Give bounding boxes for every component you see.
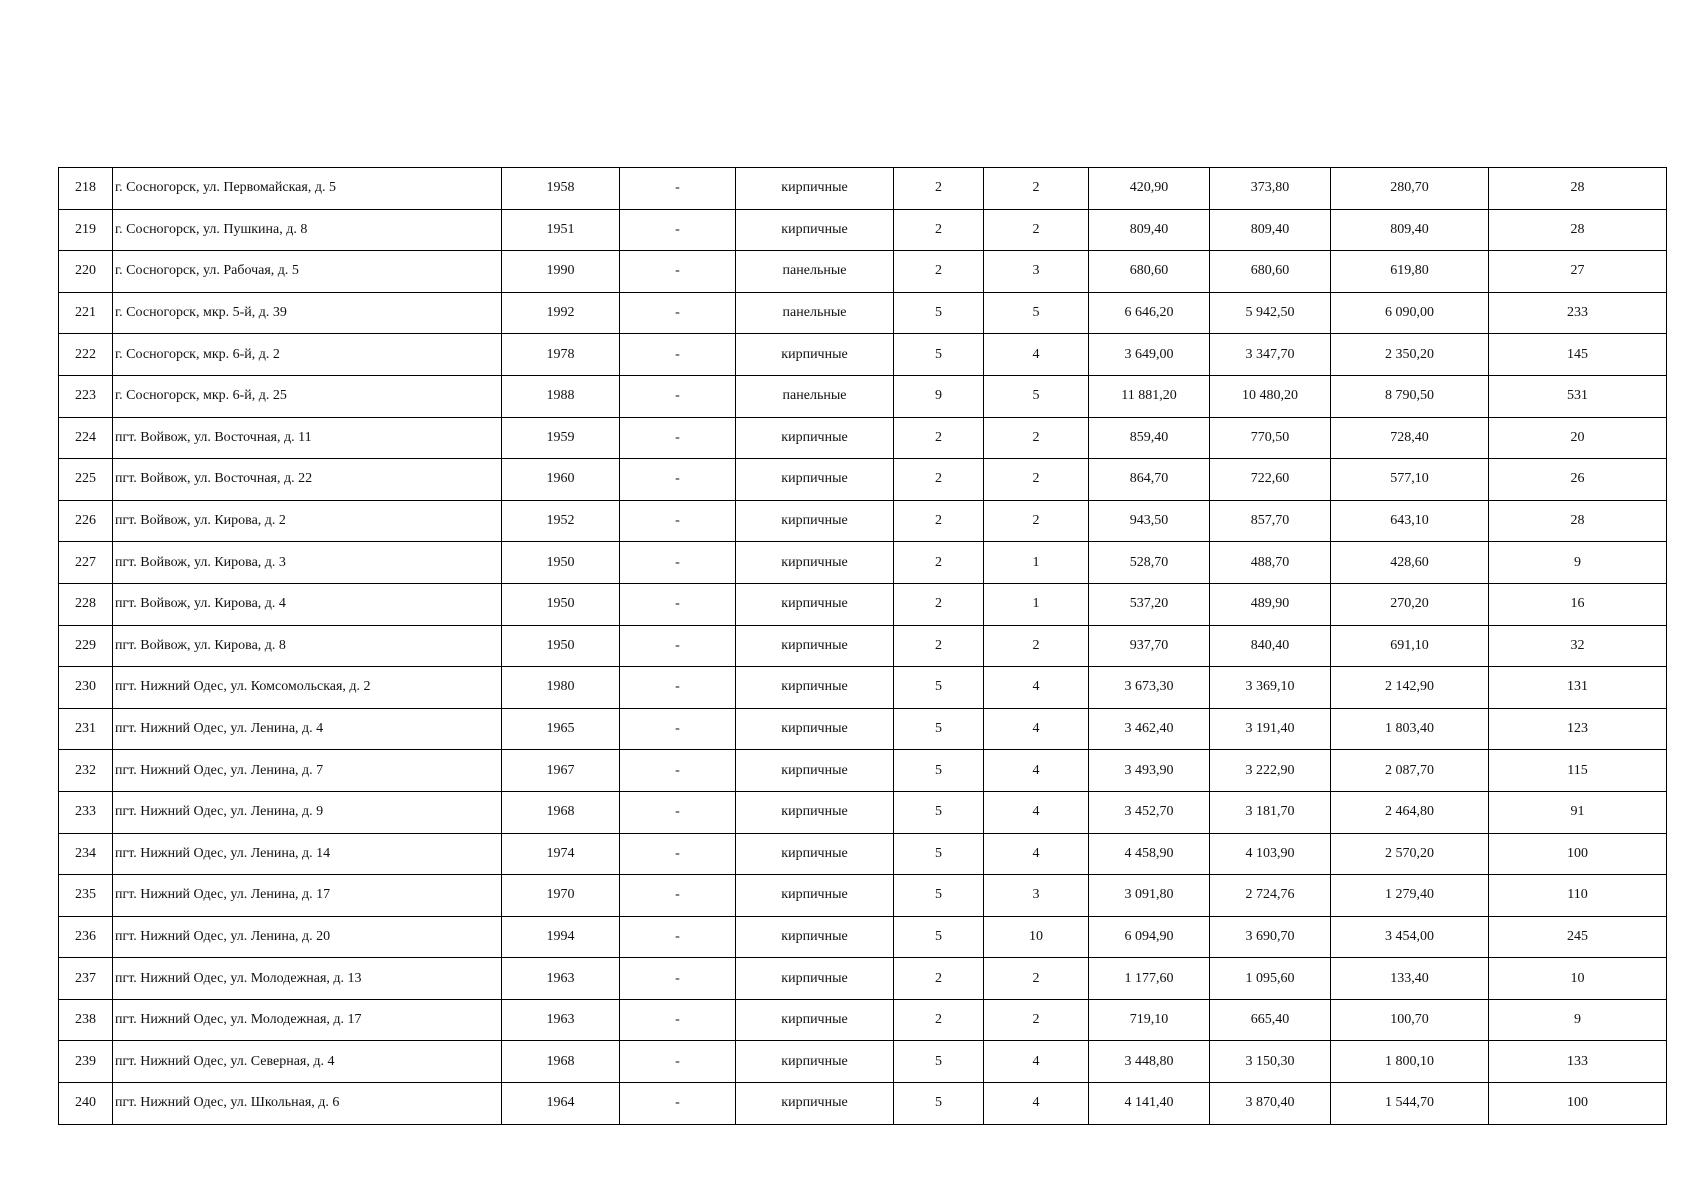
- area-3-cell: 2 464,80: [1331, 791, 1489, 833]
- area-2-cell: 680,60: [1210, 251, 1331, 293]
- area-2-cell: 488,70: [1210, 542, 1331, 584]
- floors-cell: 2: [894, 958, 984, 1000]
- floors-cell: 2: [894, 542, 984, 584]
- residents-cell: 100: [1489, 833, 1667, 875]
- total-area-cell: 680,60: [1089, 251, 1210, 293]
- area-3-cell: 2 570,20: [1331, 833, 1489, 875]
- area-2-cell: 665,40: [1210, 999, 1331, 1041]
- floors-cell: 2: [894, 168, 984, 210]
- floors-cell: 2: [894, 251, 984, 293]
- address-cell: пгт. Войвож, ул. Кирова, д. 3: [113, 542, 502, 584]
- floors-cell: 5: [894, 292, 984, 334]
- year-built-cell: 1960: [502, 459, 620, 501]
- year-reconstructed-cell: -: [620, 500, 736, 542]
- year-built-cell: 1950: [502, 625, 620, 667]
- year-reconstructed-cell: -: [620, 916, 736, 958]
- residents-cell: 10: [1489, 958, 1667, 1000]
- area-2-cell: 4 103,90: [1210, 833, 1331, 875]
- row-number-cell: 226: [59, 500, 113, 542]
- wall-material-cell: кирпичные: [736, 667, 894, 709]
- wall-material-cell: кирпичные: [736, 1041, 894, 1083]
- row-number-cell: 233: [59, 791, 113, 833]
- area-2-cell: 3 191,40: [1210, 708, 1331, 750]
- wall-material-cell: кирпичные: [736, 583, 894, 625]
- address-cell: пгт. Нижний Одес, ул. Молодежная, д. 17: [113, 999, 502, 1041]
- entrances-cell: 2: [984, 999, 1089, 1041]
- area-2-cell: 10 480,20: [1210, 375, 1331, 417]
- area-3-cell: 428,60: [1331, 542, 1489, 584]
- entrances-cell: 5: [984, 292, 1089, 334]
- total-area-cell: 537,20: [1089, 583, 1210, 625]
- row-number-cell: 235: [59, 875, 113, 917]
- year-built-cell: 1970: [502, 875, 620, 917]
- entrances-cell: 2: [984, 459, 1089, 501]
- address-cell: пгт. Нижний Одес, ул. Школьная, д. 6: [113, 1083, 502, 1125]
- entrances-cell: 4: [984, 1083, 1089, 1125]
- year-reconstructed-cell: -: [620, 375, 736, 417]
- address-cell: пгт. Войвож, ул. Кирова, д. 4: [113, 583, 502, 625]
- year-built-cell: 1959: [502, 417, 620, 459]
- entrances-cell: 2: [984, 625, 1089, 667]
- entrances-cell: 2: [984, 500, 1089, 542]
- year-built-cell: 1978: [502, 334, 620, 376]
- total-area-cell: 859,40: [1089, 417, 1210, 459]
- address-cell: пгт. Войвож, ул. Восточная, д. 11: [113, 417, 502, 459]
- row-number-cell: 238: [59, 999, 113, 1041]
- residents-cell: 531: [1489, 375, 1667, 417]
- year-reconstructed-cell: -: [620, 168, 736, 210]
- area-2-cell: 3 690,70: [1210, 916, 1331, 958]
- area-2-cell: 489,90: [1210, 583, 1331, 625]
- area-3-cell: 1 544,70: [1331, 1083, 1489, 1125]
- address-cell: пгт. Нижний Одес, ул. Ленина, д. 20: [113, 916, 502, 958]
- address-cell: пгт. Нижний Одес, ул. Ленина, д. 17: [113, 875, 502, 917]
- row-number-cell: 240: [59, 1083, 113, 1125]
- area-2-cell: 5 942,50: [1210, 292, 1331, 334]
- entrances-cell: 4: [984, 791, 1089, 833]
- wall-material-cell: кирпичные: [736, 916, 894, 958]
- area-2-cell: 2 724,76: [1210, 875, 1331, 917]
- total-area-cell: 3 462,40: [1089, 708, 1210, 750]
- wall-material-cell: панельные: [736, 292, 894, 334]
- residents-cell: 245: [1489, 916, 1667, 958]
- floors-cell: 5: [894, 1083, 984, 1125]
- year-reconstructed-cell: -: [620, 958, 736, 1000]
- total-area-cell: 3 448,80: [1089, 1041, 1210, 1083]
- total-area-cell: 3 091,80: [1089, 875, 1210, 917]
- floors-cell: 5: [894, 750, 984, 792]
- row-number-cell: 224: [59, 417, 113, 459]
- residents-cell: 20: [1489, 417, 1667, 459]
- residents-cell: 123: [1489, 708, 1667, 750]
- residents-cell: 26: [1489, 459, 1667, 501]
- area-3-cell: 1 279,40: [1331, 875, 1489, 917]
- year-reconstructed-cell: -: [620, 209, 736, 251]
- residents-cell: 16: [1489, 583, 1667, 625]
- year-built-cell: 1990: [502, 251, 620, 293]
- wall-material-cell: кирпичные: [736, 750, 894, 792]
- table-row: [59, 459, 1667, 501]
- table-row: [59, 1041, 1667, 1083]
- total-area-cell: 528,70: [1089, 542, 1210, 584]
- address-cell: г. Сосногорск, мкр. 6-й, д. 25: [113, 375, 502, 417]
- wall-material-cell: кирпичные: [736, 999, 894, 1041]
- entrances-cell: 4: [984, 1041, 1089, 1083]
- row-number-cell: 234: [59, 833, 113, 875]
- entrances-cell: 4: [984, 750, 1089, 792]
- area-2-cell: 3 369,10: [1210, 667, 1331, 709]
- floors-cell: 2: [894, 999, 984, 1041]
- area-2-cell: 840,40: [1210, 625, 1331, 667]
- year-reconstructed-cell: -: [620, 1041, 736, 1083]
- year-reconstructed-cell: -: [620, 875, 736, 917]
- year-reconstructed-cell: -: [620, 417, 736, 459]
- total-area-cell: 809,40: [1089, 209, 1210, 251]
- year-built-cell: 1963: [502, 958, 620, 1000]
- entrances-cell: 1: [984, 583, 1089, 625]
- year-reconstructed-cell: -: [620, 459, 736, 501]
- address-cell: пгт. Войвож, ул. Кирова, д. 8: [113, 625, 502, 667]
- entrances-cell: 10: [984, 916, 1089, 958]
- entrances-cell: 2: [984, 168, 1089, 210]
- area-3-cell: 280,70: [1331, 168, 1489, 210]
- address-cell: г. Сосногорск, мкр. 5-й, д. 39: [113, 292, 502, 334]
- area-2-cell: 857,70: [1210, 500, 1331, 542]
- residents-cell: 9: [1489, 542, 1667, 584]
- entrances-cell: 5: [984, 375, 1089, 417]
- year-reconstructed-cell: -: [620, 334, 736, 376]
- total-area-cell: 1 177,60: [1089, 958, 1210, 1000]
- entrances-cell: 2: [984, 417, 1089, 459]
- residents-cell: 32: [1489, 625, 1667, 667]
- area-3-cell: 809,40: [1331, 209, 1489, 251]
- year-reconstructed-cell: -: [620, 708, 736, 750]
- table-row: [59, 958, 1667, 1000]
- year-reconstructed-cell: -: [620, 791, 736, 833]
- year-built-cell: 1964: [502, 1083, 620, 1125]
- total-area-cell: 4 458,90: [1089, 833, 1210, 875]
- floors-cell: 2: [894, 417, 984, 459]
- row-number-cell: 236: [59, 916, 113, 958]
- year-reconstructed-cell: -: [620, 625, 736, 667]
- area-3-cell: 1 803,40: [1331, 708, 1489, 750]
- year-reconstructed-cell: -: [620, 292, 736, 334]
- row-number-cell: 230: [59, 667, 113, 709]
- total-area-cell: 3 649,00: [1089, 334, 1210, 376]
- table-row: [59, 542, 1667, 584]
- wall-material-cell: кирпичные: [736, 168, 894, 210]
- table-body: [59, 168, 1667, 1125]
- area-3-cell: 2 142,90: [1331, 667, 1489, 709]
- address-cell: г. Сосногорск, ул. Рабочая, д. 5: [113, 251, 502, 293]
- area-3-cell: 6 090,00: [1331, 292, 1489, 334]
- wall-material-cell: кирпичные: [736, 958, 894, 1000]
- area-2-cell: 3 870,40: [1210, 1083, 1331, 1125]
- table-row: [59, 500, 1667, 542]
- residents-cell: 131: [1489, 667, 1667, 709]
- table-row: [59, 708, 1667, 750]
- entrances-cell: 4: [984, 334, 1089, 376]
- total-area-cell: 3 452,70: [1089, 791, 1210, 833]
- area-3-cell: 2 350,20: [1331, 334, 1489, 376]
- table-row: [59, 833, 1667, 875]
- wall-material-cell: панельные: [736, 251, 894, 293]
- residents-cell: 28: [1489, 168, 1667, 210]
- address-cell: пгт. Нижний Одес, ул. Молодежная, д. 13: [113, 958, 502, 1000]
- entrances-cell: 3: [984, 251, 1089, 293]
- area-3-cell: 728,40: [1331, 417, 1489, 459]
- area-3-cell: 691,10: [1331, 625, 1489, 667]
- area-3-cell: 100,70: [1331, 999, 1489, 1041]
- wall-material-cell: кирпичные: [736, 417, 894, 459]
- area-2-cell: 3 347,70: [1210, 334, 1331, 376]
- table-row: [59, 875, 1667, 917]
- area-3-cell: 643,10: [1331, 500, 1489, 542]
- entrances-cell: 3: [984, 875, 1089, 917]
- total-area-cell: 3 493,90: [1089, 750, 1210, 792]
- table-row: [59, 1083, 1667, 1125]
- total-area-cell: 943,50: [1089, 500, 1210, 542]
- floors-cell: 5: [894, 1041, 984, 1083]
- row-number-cell: 237: [59, 958, 113, 1000]
- residents-cell: 27: [1489, 251, 1667, 293]
- year-reconstructed-cell: -: [620, 583, 736, 625]
- year-built-cell: 1968: [502, 1041, 620, 1083]
- row-number-cell: 219: [59, 209, 113, 251]
- row-number-cell: 218: [59, 168, 113, 210]
- floors-cell: 2: [894, 459, 984, 501]
- wall-material-cell: кирпичные: [736, 334, 894, 376]
- residents-cell: 28: [1489, 209, 1667, 251]
- area-2-cell: 373,80: [1210, 168, 1331, 210]
- year-built-cell: 1992: [502, 292, 620, 334]
- address-cell: пгт. Нижний Одес, ул. Комсомольская, д. 2: [113, 667, 502, 709]
- row-number-cell: 225: [59, 459, 113, 501]
- year-reconstructed-cell: -: [620, 750, 736, 792]
- row-number-cell: 232: [59, 750, 113, 792]
- floors-cell: 2: [894, 500, 984, 542]
- residents-cell: 233: [1489, 292, 1667, 334]
- entrances-cell: 4: [984, 708, 1089, 750]
- year-reconstructed-cell: -: [620, 251, 736, 293]
- wall-material-cell: кирпичные: [736, 542, 894, 584]
- wall-material-cell: кирпичные: [736, 625, 894, 667]
- entrances-cell: 1: [984, 542, 1089, 584]
- year-reconstructed-cell: -: [620, 833, 736, 875]
- total-area-cell: 6 646,20: [1089, 292, 1210, 334]
- wall-material-cell: кирпичные: [736, 500, 894, 542]
- wall-material-cell: панельные: [736, 375, 894, 417]
- table-row: [59, 417, 1667, 459]
- year-reconstructed-cell: -: [620, 667, 736, 709]
- table-row: [59, 375, 1667, 417]
- wall-material-cell: кирпичные: [736, 1083, 894, 1125]
- year-built-cell: 1952: [502, 500, 620, 542]
- area-2-cell: 809,40: [1210, 209, 1331, 251]
- floors-cell: 5: [894, 916, 984, 958]
- wall-material-cell: кирпичные: [736, 459, 894, 501]
- floors-cell: 5: [894, 833, 984, 875]
- row-number-cell: 227: [59, 542, 113, 584]
- table-row: [59, 209, 1667, 251]
- area-3-cell: 1 800,10: [1331, 1041, 1489, 1083]
- area-2-cell: 1 095,60: [1210, 958, 1331, 1000]
- year-built-cell: 1994: [502, 916, 620, 958]
- entrances-cell: 4: [984, 833, 1089, 875]
- wall-material-cell: кирпичные: [736, 875, 894, 917]
- total-area-cell: 4 141,40: [1089, 1083, 1210, 1125]
- total-area-cell: 3 673,30: [1089, 667, 1210, 709]
- table-row: [59, 292, 1667, 334]
- address-cell: пгт. Нижний Одес, ул. Северная, д. 4: [113, 1041, 502, 1083]
- entrances-cell: 2: [984, 209, 1089, 251]
- residents-cell: 100: [1489, 1083, 1667, 1125]
- year-built-cell: 1968: [502, 791, 620, 833]
- year-built-cell: 1980: [502, 667, 620, 709]
- residents-cell: 115: [1489, 750, 1667, 792]
- address-cell: пгт. Войвож, ул. Восточная, д. 22: [113, 459, 502, 501]
- entrances-cell: 2: [984, 958, 1089, 1000]
- floors-cell: 5: [894, 875, 984, 917]
- year-reconstructed-cell: -: [620, 542, 736, 584]
- year-built-cell: 1950: [502, 542, 620, 584]
- address-cell: пгт. Войвож, ул. Кирова, д. 2: [113, 500, 502, 542]
- floors-cell: 5: [894, 791, 984, 833]
- wall-material-cell: кирпичные: [736, 708, 894, 750]
- table-row: [59, 168, 1667, 210]
- housing-registry-table: [58, 167, 1667, 1125]
- table-row: [59, 916, 1667, 958]
- address-cell: г. Сосногорск, ул. Пушкина, д. 8: [113, 209, 502, 251]
- floors-cell: 9: [894, 375, 984, 417]
- wall-material-cell: кирпичные: [736, 209, 894, 251]
- total-area-cell: 937,70: [1089, 625, 1210, 667]
- area-3-cell: 577,10: [1331, 459, 1489, 501]
- year-built-cell: 1988: [502, 375, 620, 417]
- address-cell: пгт. Нижний Одес, ул. Ленина, д. 9: [113, 791, 502, 833]
- floors-cell: 2: [894, 209, 984, 251]
- floors-cell: 2: [894, 625, 984, 667]
- wall-material-cell: кирпичные: [736, 791, 894, 833]
- total-area-cell: 11 881,20: [1089, 375, 1210, 417]
- row-number-cell: 231: [59, 708, 113, 750]
- area-3-cell: 8 790,50: [1331, 375, 1489, 417]
- year-reconstructed-cell: -: [620, 999, 736, 1041]
- area-2-cell: 722,60: [1210, 459, 1331, 501]
- row-number-cell: 229: [59, 625, 113, 667]
- residents-cell: 9: [1489, 999, 1667, 1041]
- residents-cell: 28: [1489, 500, 1667, 542]
- area-2-cell: 3 150,30: [1210, 1041, 1331, 1083]
- area-3-cell: 270,20: [1331, 583, 1489, 625]
- floors-cell: 5: [894, 708, 984, 750]
- area-2-cell: 770,50: [1210, 417, 1331, 459]
- total-area-cell: 719,10: [1089, 999, 1210, 1041]
- table-row: [59, 750, 1667, 792]
- entrances-cell: 4: [984, 667, 1089, 709]
- table-row: [59, 334, 1667, 376]
- residents-cell: 91: [1489, 791, 1667, 833]
- table-row: [59, 583, 1667, 625]
- residents-cell: 110: [1489, 875, 1667, 917]
- year-built-cell: 1974: [502, 833, 620, 875]
- row-number-cell: 239: [59, 1041, 113, 1083]
- year-built-cell: 1963: [502, 999, 620, 1041]
- residents-cell: 145: [1489, 334, 1667, 376]
- year-built-cell: 1965: [502, 708, 620, 750]
- row-number-cell: 221: [59, 292, 113, 334]
- row-number-cell: 228: [59, 583, 113, 625]
- address-cell: пгт. Нижний Одес, ул. Ленина, д. 14: [113, 833, 502, 875]
- year-built-cell: 1950: [502, 583, 620, 625]
- table-row: [59, 791, 1667, 833]
- year-built-cell: 1951: [502, 209, 620, 251]
- floors-cell: 2: [894, 583, 984, 625]
- address-cell: пгт. Нижний Одес, ул. Ленина, д. 4: [113, 708, 502, 750]
- address-cell: г. Сосногорск, ул. Первомайская, д. 5: [113, 168, 502, 210]
- year-reconstructed-cell: -: [620, 1083, 736, 1125]
- table-row: [59, 667, 1667, 709]
- floors-cell: 5: [894, 334, 984, 376]
- area-3-cell: 3 454,00: [1331, 916, 1489, 958]
- row-number-cell: 222: [59, 334, 113, 376]
- row-number-cell: 220: [59, 251, 113, 293]
- area-3-cell: 133,40: [1331, 958, 1489, 1000]
- total-area-cell: 6 094,90: [1089, 916, 1210, 958]
- year-built-cell: 1958: [502, 168, 620, 210]
- table-row: [59, 999, 1667, 1041]
- address-cell: г. Сосногорск, мкр. 6-й, д. 2: [113, 334, 502, 376]
- year-built-cell: 1967: [502, 750, 620, 792]
- area-2-cell: 3 181,70: [1210, 791, 1331, 833]
- table-row: [59, 625, 1667, 667]
- row-number-cell: 223: [59, 375, 113, 417]
- total-area-cell: 864,70: [1089, 459, 1210, 501]
- residents-cell: 133: [1489, 1041, 1667, 1083]
- wall-material-cell: кирпичные: [736, 833, 894, 875]
- total-area-cell: 420,90: [1089, 168, 1210, 210]
- area-3-cell: 2 087,70: [1331, 750, 1489, 792]
- area-3-cell: 619,80: [1331, 251, 1489, 293]
- table-row: [59, 251, 1667, 293]
- area-2-cell: 3 222,90: [1210, 750, 1331, 792]
- floors-cell: 5: [894, 667, 984, 709]
- address-cell: пгт. Нижний Одес, ул. Ленина, д. 7: [113, 750, 502, 792]
